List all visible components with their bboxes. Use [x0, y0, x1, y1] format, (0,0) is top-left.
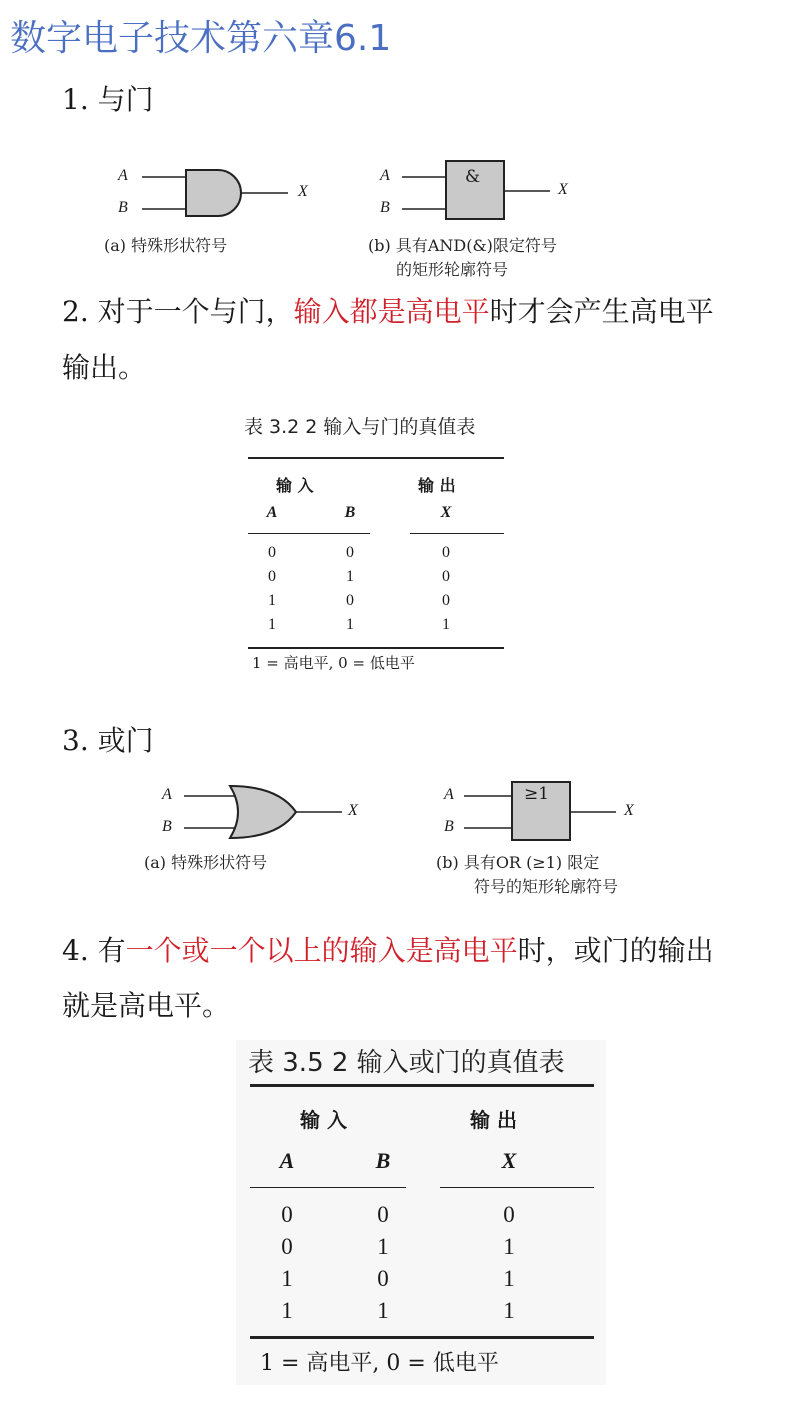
or-table-note: 1 = 高电平, 0 = 低电平 — [260, 1351, 499, 1376]
paragraph-and-rule-post: 时才会产生高电平 — [489, 295, 714, 328]
and-gate-figure — [100, 155, 620, 280]
paragraph-or-rule-highlight: 一个或一个以上的输入是高电平 — [125, 934, 518, 967]
and-caption-a: (a) 特殊形状符号 — [104, 236, 228, 255]
table-cell: 1 — [268, 592, 276, 609]
heading-and-gate: 1. 与门 — [62, 83, 154, 116]
or-rect-input-a-label: A — [444, 786, 454, 803]
paragraph-or-rule-pre: 4. 有 — [62, 934, 126, 967]
paragraph-and-rule-line2: 输出。 — [62, 351, 147, 384]
and-qualifier-symbol: & — [465, 167, 481, 187]
and-gate-symbols — [100, 155, 620, 235]
or-table-title: 表 3.5 2 输入或门的真值表 — [248, 1048, 565, 1078]
and-table-col-b: B — [344, 504, 356, 521]
and-rect-input-b-label: B — [380, 199, 390, 216]
table-cell: 0 — [377, 1202, 389, 1227]
or-rect-output-x-label: X — [624, 802, 634, 819]
and-table-col-x: X — [440, 504, 452, 521]
or-table-output-header: 输 出 — [470, 1108, 517, 1132]
and-gate-shape-icon — [142, 170, 288, 216]
or-caption-b-line1: (b) 具有OR (≥1) 限定 — [436, 853, 600, 872]
table-cell: 1 — [503, 1266, 515, 1291]
or-gate-shape-icon — [184, 786, 342, 838]
table-cell: 1 — [281, 1298, 293, 1323]
and-table-note: 1 = 高电平, 0 = 低电平 — [252, 654, 415, 672]
paragraph-and-rule-pre: 2. 对于一个与门， — [62, 295, 294, 328]
table-cell: 0 — [281, 1202, 293, 1227]
or-table-col-a: A — [279, 1148, 295, 1173]
table-cell: 1 — [281, 1266, 293, 1291]
table-cell: 0 — [281, 1234, 293, 1259]
heading-or-gate: 3. 或门 — [62, 724, 154, 757]
or-rect-input-b-label: B — [444, 818, 454, 835]
and-caption-b-line2: 的矩形轮廓符号 — [396, 260, 509, 279]
paragraph-or-rule — [62, 923, 714, 979]
table-cell: 0 — [346, 544, 354, 561]
table-cell: 1 — [442, 616, 450, 633]
and-truth-table — [240, 412, 520, 687]
or-table-col-x: X — [501, 1148, 517, 1173]
and-table-col-a: A — [266, 504, 278, 521]
table-cell: 0 — [442, 544, 450, 561]
table-cell: 1 — [346, 568, 354, 585]
page-title: 数字电子技术第六章6.1 — [10, 18, 392, 59]
paragraph-or-rule-line2: 就是高电平。 — [62, 989, 231, 1022]
table-cell: 0 — [503, 1202, 515, 1227]
table-cell: 0 — [346, 592, 354, 609]
table-cell: 0 — [442, 568, 450, 585]
and-table-output-header: 输 出 — [418, 476, 456, 495]
paragraph-or-rule-post: 时，或门的输出 — [517, 934, 714, 967]
and-table-input-header: 输 入 — [276, 476, 314, 495]
or-truth-table — [236, 1040, 606, 1385]
table-cell: 1 — [346, 616, 354, 633]
and-input-a-label: A — [118, 167, 128, 184]
table-cell: 1 — [268, 616, 276, 633]
or-output-x-label: X — [348, 802, 358, 819]
and-input-b-label: B — [118, 199, 128, 216]
or-caption-b-line2: 符号的矩形轮廓符号 — [474, 877, 619, 896]
or-gate-figure — [140, 778, 670, 903]
or-caption-a: (a) 特殊形状符号 — [144, 853, 268, 872]
and-rect-output-x-label: X — [558, 181, 568, 198]
or-qualifier-symbol: ≥1 — [524, 784, 550, 804]
table-cell: 1 — [503, 1234, 515, 1259]
or-input-a-label: A — [162, 786, 172, 803]
and-output-x-label: X — [298, 183, 308, 200]
table-cell: 0 — [268, 544, 276, 561]
paragraph-and-rule-highlight: 输入都是高电平 — [293, 295, 490, 328]
and-rect-input-a-label: A — [380, 167, 390, 184]
or-gate-symbols — [140, 778, 670, 858]
table-cell: 1 — [503, 1298, 515, 1323]
table-cell: 0 — [268, 568, 276, 585]
and-caption-b-line1: (b) 具有AND(&)限定符号 — [368, 236, 557, 255]
table-cell: 0 — [442, 592, 450, 609]
or-table-col-b: B — [375, 1148, 391, 1173]
paragraph-and-rule — [62, 284, 714, 340]
table-cell: 0 — [377, 1266, 389, 1291]
or-input-b-label: B — [162, 818, 172, 835]
table-cell: 1 — [377, 1234, 389, 1259]
and-table-title: 表 3.2 2 输入与门的真值表 — [244, 416, 476, 438]
or-table-input-header: 输 入 — [300, 1108, 347, 1132]
table-cell: 1 — [377, 1298, 389, 1323]
